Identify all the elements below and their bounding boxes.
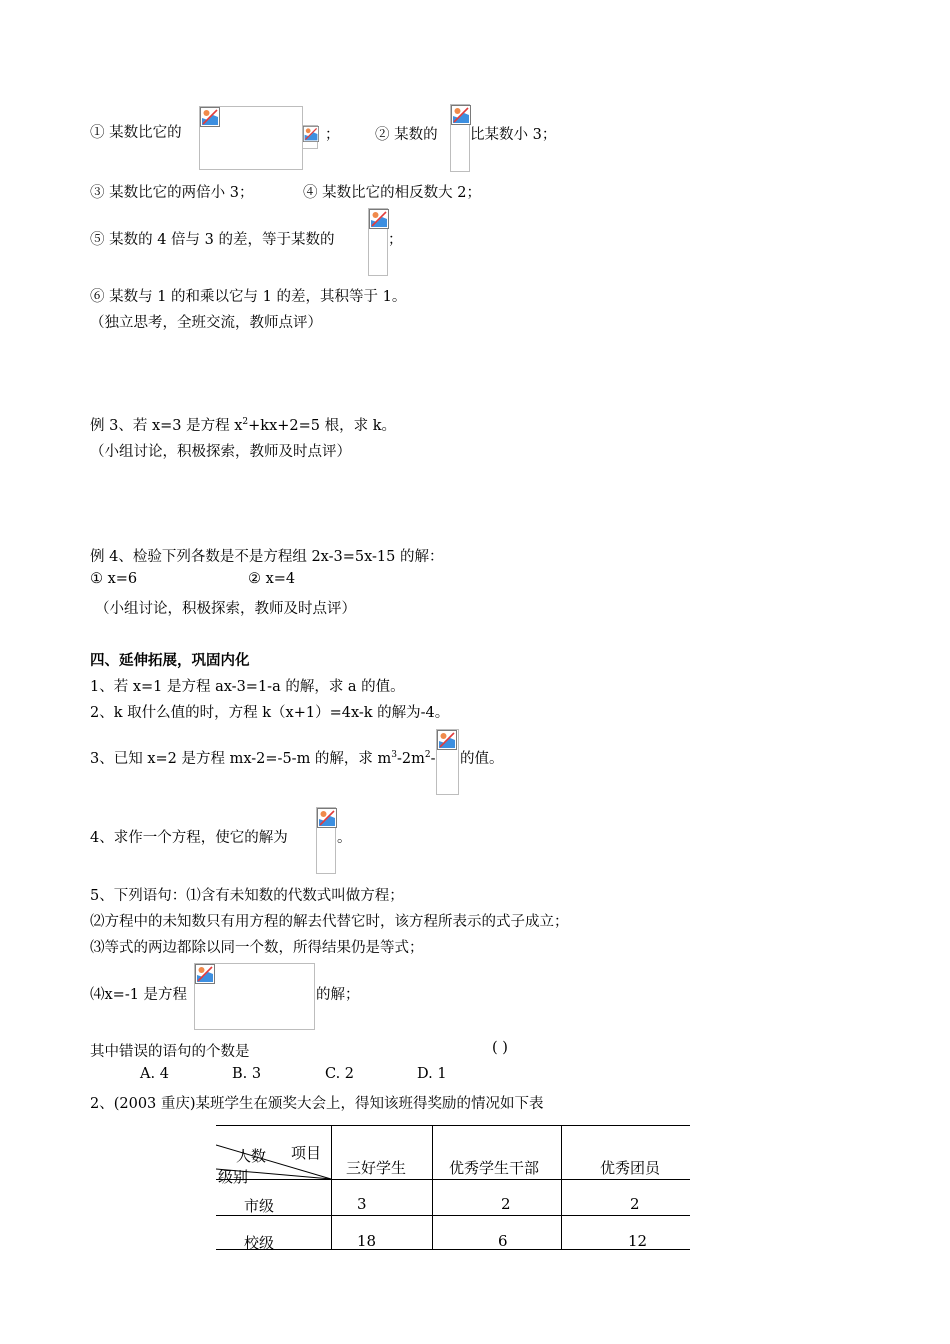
corner-label-item: 项目 bbox=[291, 1144, 322, 1162]
broken-image-icon bbox=[303, 126, 319, 142]
table-cell: 12 bbox=[628, 1232, 648, 1250]
problem-5-statement-4-end: 的解； bbox=[316, 987, 360, 1003]
choice-a: A. 4 bbox=[140, 1066, 169, 1082]
problem-3: 3、已知 x=2 是方程 mx-2=-5-m 的解，求 $m^3-2m^2-$ bbox=[90, 750, 436, 767]
column-header: 优秀学生干部 bbox=[449, 1159, 540, 1177]
item-1-end: ； bbox=[325, 127, 340, 143]
problem-5: 5、下列语句：⑴含有未知数的代数式叫做方程； bbox=[90, 888, 404, 904]
example-4: 例 4、检验下列各数是不是方程组 2x-3=5x-15 的解： bbox=[90, 549, 444, 565]
table-cell: 18 bbox=[357, 1232, 377, 1250]
note-1: （独立思考，全班交流，教师点评） bbox=[90, 315, 322, 331]
problem-5-statement-2: ⑵方程中的未知数只有用方程的解去代替它时，该方程所表示的式子成立； bbox=[90, 914, 569, 930]
problem-1: 1、若 x=1 是方程 ax-3=1-a 的解，求 a 的值。 bbox=[90, 679, 405, 695]
column-header: 优秀团员 bbox=[600, 1159, 661, 1177]
table-cell: 2 bbox=[501, 1195, 511, 1213]
table-cell: 2 bbox=[630, 1195, 640, 1213]
example-3: 例 3、若 x=3 是方程 $x^2+kx+2=5$ 根，求 k。 bbox=[90, 417, 397, 434]
broken-image-icon bbox=[451, 105, 471, 125]
broken-image-icon bbox=[195, 964, 215, 984]
item-6: ⑥ 某数与 1 的和乘以它与 1 的差，其积等于 1。 bbox=[90, 289, 407, 305]
example-4-option-2: ② x=4 bbox=[248, 571, 296, 587]
broken-image-icon bbox=[369, 209, 389, 229]
corner-label-level: 级别 bbox=[218, 1168, 249, 1186]
item-5-end: ； bbox=[388, 232, 403, 248]
item-4: ④ 某数比它的相反数大 2； bbox=[303, 185, 481, 201]
problem-5-statement-4: ⑷x=-1 是方程 bbox=[90, 987, 188, 1003]
table-column-border bbox=[561, 1125, 562, 1249]
section-heading: 四、延伸拓展，巩固内化 bbox=[90, 653, 250, 669]
formula-image bbox=[199, 106, 303, 170]
column-header: 三好学生 bbox=[346, 1159, 407, 1177]
item-1: ① 某数比它的 bbox=[90, 125, 182, 141]
problem-3-end: 的值。 bbox=[460, 751, 504, 767]
problem-6: 2、(2003 重庆)某班学生在颁奖大会上，得知该班得奖励的情况如下表 bbox=[90, 1096, 544, 1112]
row-label: 市级 bbox=[244, 1197, 275, 1215]
item-2-end: 比某数小 3； bbox=[470, 127, 557, 143]
choice-d: D. 1 bbox=[417, 1066, 447, 1082]
corner-label-count: 人数 bbox=[236, 1147, 267, 1165]
problem-5-statement-3: ⑶等式的两边都除以同一个数，所得结果仍是等式； bbox=[90, 940, 424, 956]
formula-image bbox=[436, 729, 459, 795]
formula-image bbox=[316, 807, 336, 874]
item-3: ③ 某数比它的两倍小 3； bbox=[90, 185, 254, 201]
table-row-border bbox=[216, 1215, 690, 1216]
problem-4-end: 。 bbox=[337, 830, 352, 846]
table-cell: 6 bbox=[498, 1232, 508, 1250]
choice-c: C. 2 bbox=[325, 1066, 355, 1082]
formula-image bbox=[368, 208, 388, 276]
example-4-option-1: ① x=6 bbox=[90, 571, 138, 587]
example-4-note: （小组讨论，积极探索，教师及时点评） bbox=[95, 601, 356, 617]
table-cell: 3 bbox=[357, 1195, 367, 1213]
table-column-border bbox=[432, 1125, 433, 1249]
item-5: ⑤ 某数的 4 倍与 3 的差，等于某数的 bbox=[90, 232, 335, 248]
formula-image bbox=[302, 125, 318, 149]
answer-paren: ( ) bbox=[492, 1040, 508, 1056]
question: 其中错误的语句的个数是 bbox=[90, 1044, 250, 1060]
formula-image bbox=[450, 104, 470, 172]
example-3-note: （小组讨论，积极探索，教师及时点评） bbox=[90, 444, 351, 460]
row-label: 校级 bbox=[244, 1234, 275, 1252]
broken-image-icon bbox=[200, 107, 220, 127]
broken-image-icon bbox=[437, 730, 457, 750]
choice-b: B. 3 bbox=[232, 1066, 262, 1082]
item-2: ② 某数的 bbox=[375, 127, 438, 143]
problem-4: 4、求作一个方程，使它的解为 bbox=[90, 830, 288, 846]
broken-image-icon bbox=[317, 808, 337, 828]
table-bottom-border bbox=[216, 1249, 690, 1250]
problem-2: 2、k 取什么值的时，方程 k（x+1）=4x-k 的解为-4。 bbox=[90, 705, 450, 721]
formula-image bbox=[194, 963, 315, 1030]
